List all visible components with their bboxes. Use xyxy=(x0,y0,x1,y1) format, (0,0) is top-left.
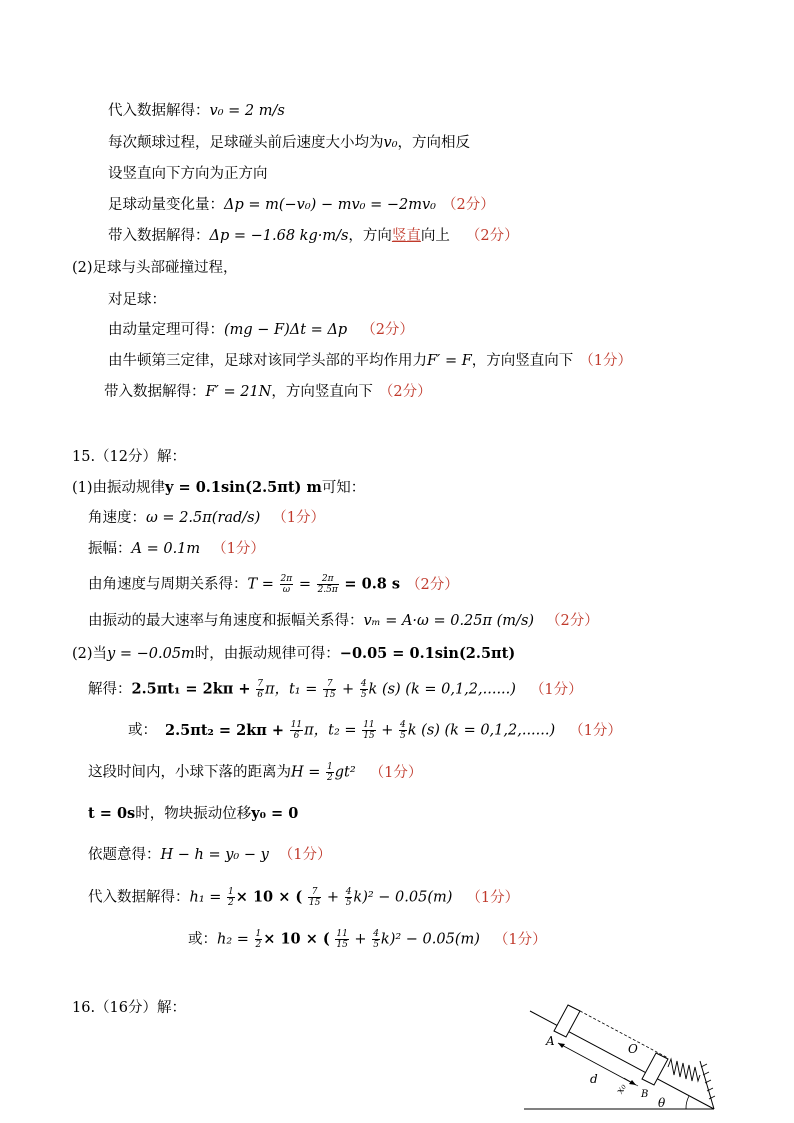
score: （1分） xyxy=(579,353,633,369)
score: （2分） xyxy=(378,384,432,400)
numerator: 11 xyxy=(363,720,375,730)
text: 时，物块振动位移 xyxy=(135,806,252,822)
d-arrow-start xyxy=(558,1043,565,1048)
line-newton-third xyxy=(108,351,632,371)
end-wall xyxy=(700,1061,714,1109)
fraction xyxy=(326,762,334,783)
formula: h₂ = xyxy=(217,931,249,948)
line-for-ball xyxy=(108,290,166,310)
score: （2分） xyxy=(406,576,459,593)
dashed-guide xyxy=(580,1011,668,1058)
formula: = xyxy=(298,576,311,593)
formula: F′ = F xyxy=(427,353,472,369)
label-o: O xyxy=(628,1042,638,1056)
text: 设竖直向下方向为正方向 xyxy=(108,166,268,182)
fraction xyxy=(362,720,375,741)
formula: H = xyxy=(291,764,321,781)
denominator: 15 xyxy=(336,940,348,950)
score: （1分） xyxy=(278,847,332,863)
line-solve-v0 xyxy=(108,101,285,121)
text: 角速度： xyxy=(88,510,146,526)
fraction xyxy=(399,720,407,741)
label-theta: θ xyxy=(658,1096,666,1110)
text: 带入数据解得： xyxy=(104,384,206,400)
formula: t = 0s xyxy=(88,805,136,822)
line-solve-t1 xyxy=(88,679,583,700)
text: 时，由振动规律可得： xyxy=(194,646,340,662)
text: 或： xyxy=(188,931,217,948)
line-fall-distance xyxy=(88,762,422,783)
line-period xyxy=(88,574,459,595)
score: （2分） xyxy=(361,322,414,338)
formula: H − h = y₀ − y xyxy=(160,847,269,863)
formula: v₀ xyxy=(383,135,398,151)
score: （1分） xyxy=(212,541,265,557)
fraction xyxy=(335,929,348,950)
numerator: 1 xyxy=(255,929,262,939)
numerator: 2π xyxy=(280,574,293,584)
fraction xyxy=(372,929,380,950)
score: （1分） xyxy=(569,722,622,739)
numerator: 1 xyxy=(228,887,234,897)
incline-diagram xyxy=(518,995,718,1117)
line-impulse-theorem xyxy=(108,320,414,340)
formula: + xyxy=(381,722,394,739)
score: （2分） xyxy=(465,228,519,244)
text: ，方向相反 xyxy=(397,135,471,151)
line-angular-velocity xyxy=(88,508,325,528)
line-solve-t2 xyxy=(128,720,622,741)
text: 16.（16分）解： xyxy=(72,1000,187,1016)
fraction xyxy=(360,679,368,700)
formula: k)² − 0.05(m) xyxy=(380,931,480,948)
formula: vₘ = A·ω = 0.25π (m/s) xyxy=(363,613,535,629)
formula: + xyxy=(354,931,367,948)
text: 解得： xyxy=(88,681,132,698)
score: （1分） xyxy=(493,931,547,948)
numerator: 4 xyxy=(373,929,379,939)
text: 带入数据解得： xyxy=(108,228,210,244)
numerator: 4 xyxy=(345,887,352,897)
line-solve-h1 xyxy=(88,887,519,908)
line-initial-displacement xyxy=(88,804,298,824)
text: ，方向竖直向下 xyxy=(471,353,574,369)
text: 振幅： xyxy=(88,541,132,557)
text: 足球动量变化量： xyxy=(108,197,224,213)
text: (1)由振动规律 xyxy=(72,480,166,496)
label-x0: x₀ xyxy=(614,1082,629,1096)
formula: = 0.8 s xyxy=(344,575,401,593)
formula: A = 0.1m xyxy=(131,541,201,557)
formula: 2.5πt₂ = 2kπ + xyxy=(165,721,285,739)
numerator: 11 xyxy=(290,720,303,730)
text: 代入数据解得： xyxy=(88,889,190,906)
text: 15.（12分）解： xyxy=(72,449,187,465)
fraction xyxy=(317,574,339,595)
formula: + xyxy=(342,681,355,698)
denominator: 5 xyxy=(360,690,367,700)
line-force-result xyxy=(104,382,432,402)
denominator: 6 xyxy=(257,690,263,700)
formula: + xyxy=(326,889,340,906)
label-b: B xyxy=(641,1089,649,1100)
text: 依题意得： xyxy=(88,847,161,863)
formula: k (s) (k = 0,1,2,......) xyxy=(407,722,556,739)
formula: T = xyxy=(247,576,274,593)
text: 向上 xyxy=(420,228,450,244)
formula: (mg − F)Δt = Δp xyxy=(224,322,348,338)
line-part2-condition xyxy=(72,644,515,664)
formula: Δp = −1.68 kg·m/s xyxy=(209,228,349,244)
x0-dimension-line xyxy=(624,1078,638,1086)
score: （1分） xyxy=(466,889,520,906)
label-a: A xyxy=(546,1034,555,1048)
block-a xyxy=(554,1005,580,1037)
formula: −0.05 = 0.1sin(2.5πt) xyxy=(339,645,516,662)
fraction xyxy=(256,679,264,700)
denominator: 15 xyxy=(308,898,321,908)
score: （2分） xyxy=(441,197,495,213)
text: 或： xyxy=(128,722,157,739)
text: ，方向竖直向下 xyxy=(271,384,373,400)
line-solve-h2 xyxy=(188,929,547,950)
fraction xyxy=(255,929,263,950)
fraction xyxy=(227,887,235,908)
line-max-speed xyxy=(88,611,599,631)
numerator: 4 xyxy=(360,679,367,689)
numerator: 4 xyxy=(400,720,406,730)
text: 这段时间内，小球下落的距离为 xyxy=(88,764,291,781)
fraction xyxy=(323,679,336,700)
score: （1分） xyxy=(272,510,326,526)
score: （2分） xyxy=(546,613,599,629)
formula: π，t₂ = xyxy=(304,722,357,739)
fraction xyxy=(280,574,294,595)
formula: F′ = 21N xyxy=(205,384,272,400)
line-amplitude xyxy=(88,539,265,559)
text: 代入数据解得： xyxy=(108,103,210,119)
formula: v₀ = 2 m/s xyxy=(209,103,285,119)
denominator: 5 xyxy=(400,731,406,741)
numerator: 1 xyxy=(327,762,333,772)
denominator: 15 xyxy=(363,731,375,741)
line-part2-heading xyxy=(72,258,238,278)
numerator: 7 xyxy=(308,887,321,898)
denominator: 6 xyxy=(293,731,300,741)
wall-hatch xyxy=(701,1064,715,1099)
formula: 2.5πt₁ = 2kπ + xyxy=(131,680,251,698)
denominator: 2 xyxy=(327,773,333,783)
text: (2)足球与头部碰撞过程， xyxy=(72,260,238,276)
line-condition-equation xyxy=(88,845,332,865)
line-positive-direction xyxy=(108,164,268,184)
score: （1分） xyxy=(369,764,423,781)
denominator: 2 xyxy=(255,940,262,950)
denominator: 5 xyxy=(373,940,379,950)
block-b xyxy=(642,1053,668,1085)
formula: × 10 × ( xyxy=(235,888,303,906)
numerator: 7 xyxy=(323,679,336,690)
spring xyxy=(668,1059,700,1081)
theta-arc xyxy=(686,1096,689,1109)
question-15-heading xyxy=(72,447,186,467)
formula: y₀ = 0 xyxy=(251,805,299,822)
score: （1分） xyxy=(529,681,583,698)
formula: h₁ = xyxy=(189,889,222,906)
underlined-text: 竖直 xyxy=(391,228,421,244)
line-momentum-change xyxy=(108,195,495,215)
fraction xyxy=(290,720,303,741)
formula: Δp = m(−v₀) − mv₀ = −2mv₀ xyxy=(224,197,436,213)
numerator: 11 xyxy=(336,929,348,939)
denominator: 2.5π xyxy=(317,585,338,595)
formula: gt² xyxy=(334,764,356,781)
text: 由牛顿第三定律，足球对该同学头部的平均作用力 xyxy=(108,353,427,369)
formula: ω = 2.5π(rad/s) xyxy=(146,510,261,526)
line-momentum-result xyxy=(108,226,519,246)
formula: y = −0.05m xyxy=(107,646,195,662)
formula: k)² − 0.05(m) xyxy=(353,889,453,906)
line-speed-equal xyxy=(108,133,470,153)
fraction xyxy=(345,887,353,908)
denominator: 2 xyxy=(228,898,234,908)
text: (2)当 xyxy=(72,646,108,662)
fraction xyxy=(308,887,321,908)
denominator: ω xyxy=(282,585,291,595)
denominator: 15 xyxy=(323,690,336,700)
formula: y = 0.1sin(2.5πt) m xyxy=(165,479,322,496)
text: 由动量定理可得： xyxy=(108,322,224,338)
numerator: 2π xyxy=(317,574,339,585)
text: ，方向 xyxy=(348,228,392,244)
formula: k (s) (k = 0,1,2,......) xyxy=(368,681,516,698)
numerator: 7 xyxy=(257,679,263,689)
denominator: 5 xyxy=(345,898,352,908)
text: 由振动的最大速率与角速度和振幅关系得： xyxy=(88,613,364,629)
text: 对足球： xyxy=(108,292,166,308)
question-16-heading xyxy=(72,998,186,1018)
text: 由角速度与周期关系得： xyxy=(88,576,248,593)
label-d: d xyxy=(590,1072,598,1086)
line-vibration-law xyxy=(72,478,365,498)
formula: π，t₁ = xyxy=(264,681,318,698)
text: 每次颠球过程，足球碰头前后速度大小均为 xyxy=(108,135,384,151)
text: 可知： xyxy=(321,480,366,496)
formula: × 10 × ( xyxy=(263,930,330,948)
